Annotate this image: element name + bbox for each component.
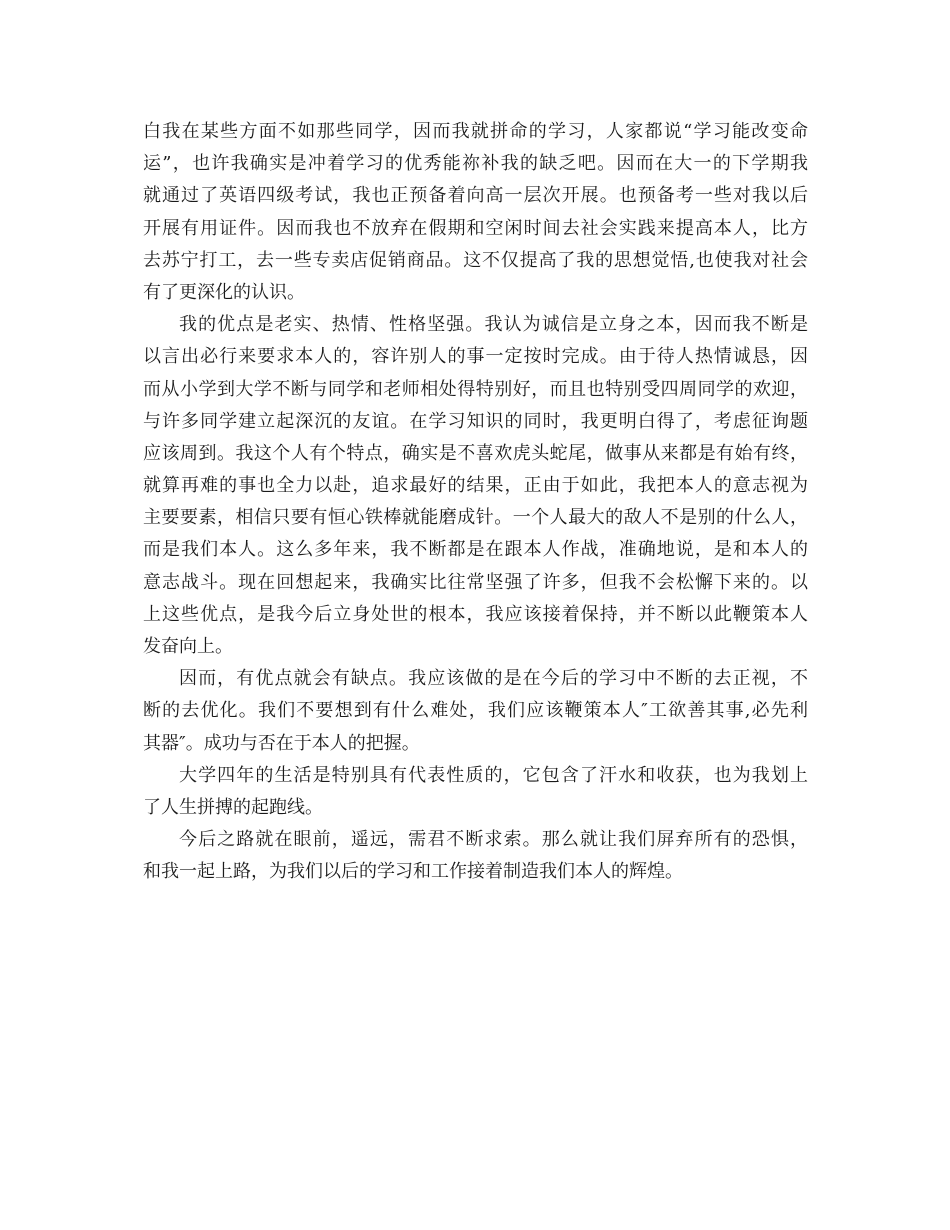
- text-line: 与许多同学建立起深沉的友谊。在学习知识的同时，我更明白得了，考虑征询题: [143, 410, 808, 432]
- document-body: [143, 116, 808, 889]
- text-line: 主要要素，相信只要有恒心铁棒就能磨成针。一个人最大的敌人不是别的什么人，: [143, 507, 808, 529]
- text-line: 白我在某些方面不如那些同学，因而我就拼命的学习，人家都说“学习能改变命: [143, 121, 808, 142]
- paragraph: [143, 663, 808, 760]
- text-line: 就算再难的事也全力以赴，追求最好的结果，正由于如此，我把本人的意志视为: [143, 475, 808, 497]
- text-line: 大学四年的生活是特别具有代表性质的，它包含了汗水和收获，也为我划上: [179, 764, 808, 786]
- paragraph: [143, 116, 808, 309]
- paragraph: [143, 760, 808, 824]
- text-line: 我的优点是老实、热情、性格坚强。我认为诚信是立身之本，因而我不断是: [179, 314, 808, 336]
- text-line: 发奋向上。: [143, 636, 233, 657]
- text-line: 运”，也许我确实是冲着学习的优秀能祢补我的缺乏吧。因而在大一的下学期我: [143, 153, 808, 175]
- text-line: 其器″。成功与否在于本人的把握。: [143, 732, 420, 754]
- text-line: 意志战斗。现在回想起来，我确实比往常坚强了许多，但我不会松懈下来的。以: [143, 571, 808, 593]
- text-line: 开展有用证件。因而我也不放弃在假期和空闲时间去社会实践来提高本人，比方: [143, 217, 808, 239]
- text-line: 应该周到。我这个人有个特点，确实是不喜欢虎头蛇尾，做事从来都是有始有终，: [143, 442, 808, 464]
- text-line: 了人生拼搏的起跑线。: [143, 796, 323, 818]
- text-line: 断的去优化。我们不要想到有什么难处，我们应该鞭策本人″工欲善其事,必先利: [143, 700, 808, 722]
- text-line: 有了更深化的认识。: [143, 281, 305, 303]
- paragraph: [143, 309, 808, 663]
- text-line: 因而，有优点就会有缺点。我应该做的是在今后的学习中不断的去正视，不: [179, 668, 808, 690]
- text-line: 今后之路就在眼前，遥远，需君不断求索。那么就让我们屏弃所有的恐惧，: [179, 829, 808, 851]
- text-line: 就通过了英语四级考试，我也正预备着向高一层次开展。也预备考一些对我以后: [143, 185, 808, 207]
- paragraph: [143, 824, 808, 888]
- text-line: 以言出必行来要求本人的，容许别人的事一定按时完成。由于待人热情诚恳，因: [143, 346, 808, 368]
- text-line: 而从小学到大学不断与同学和老师相处得特别好，而且也特别受四周同学的欢迎，: [143, 378, 808, 400]
- text-line: 和我一起上路，为我们以后的学习和工作接着制造我们本人的辉煌。: [143, 861, 683, 883]
- text-line: 而是我们本人。这么多年来，我不断都是在跟本人作战，准确地说，是和本人的: [143, 539, 808, 561]
- text-line: 上这些优点，是我今后立身处世的根本，我应该接着保持，并不断以此鞭策本人: [143, 603, 808, 625]
- text-line: 去苏宁打工，去一些专卖店促销商品。这不仅提高了我的思想觉悟,也使我对社会: [143, 249, 808, 271]
